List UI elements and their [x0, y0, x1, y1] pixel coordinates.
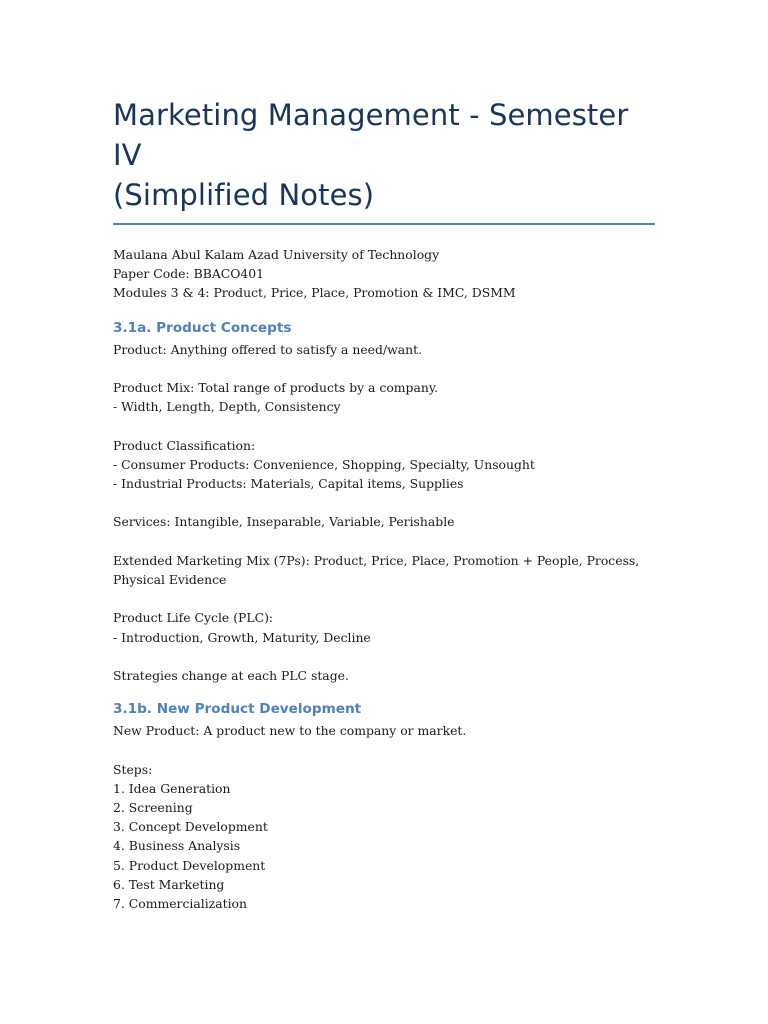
title-divider	[113, 223, 655, 225]
step-item: 2. Screening	[113, 799, 193, 815]
step-item: 7. Commercialization	[113, 895, 247, 911]
step-item: 6. Test Marketing	[113, 876, 225, 892]
product-classification: Product Classification:	[113, 437, 256, 453]
spacer	[113, 416, 658, 435]
document-meta	[113, 245, 658, 303]
spacer	[113, 532, 658, 551]
document-page	[113, 95, 658, 913]
section-heading-new-product-development: 3.1b. New Product Development	[113, 701, 362, 718]
spacer	[113, 740, 658, 759]
step-item: 1. Idea Generation	[113, 780, 231, 796]
document-title	[113, 95, 658, 215]
product-definition: Product: Anything offered to satisfy a need/want.	[113, 341, 423, 357]
spacer	[113, 359, 658, 378]
spacer	[113, 589, 658, 608]
product-mix: Product Mix: Total range of products by a company.	[113, 380, 439, 395]
step-item: 4. Business Analysis	[113, 838, 241, 854]
industrial-products: - Industrial Products: Materials, Capital items, Supplies	[113, 476, 464, 491]
section-new-product-development	[113, 721, 658, 913]
university-name: Maulana Abul Kalam Azad University of Technology	[113, 247, 440, 262]
step-item: 3. Concept Development	[113, 819, 268, 835]
consumer-products: - Consumer Products: Convenience, Shopping, Specialty, Unsought	[113, 456, 535, 472]
new-product-definition: New Product: A product new to the company or market.	[113, 723, 467, 739]
product-mix-detail: - Width, Length, Depth, Consistency	[113, 399, 341, 415]
spacer	[113, 647, 658, 666]
section-product-concepts	[113, 340, 658, 686]
modules-line: Modules 3 & 4: Product, Price, Place, Promotion & IMC, DSMM	[113, 285, 516, 301]
steps-label: Steps:	[113, 761, 153, 777]
extended-marketing-mix: Extended Marketing Mix (7Ps): Product, Price, Place, Promotion + People, Process, Physical Evidence	[113, 552, 640, 587]
section-heading-product-concepts: 3.1a. Product Concepts	[113, 319, 292, 336]
plc-label: Product Life Cycle (PLC):	[113, 610, 274, 626]
step-item: 5. Product Development	[113, 857, 266, 873]
spacer	[113, 493, 658, 512]
plc-stages: - Introduction, Growth, Maturity, Decline	[113, 629, 371, 645]
services-line: Services: Intangible, Inseparable, Variable, Perishable	[113, 514, 455, 530]
plc-strategies: Strategies change at each PLC stage.	[113, 667, 349, 683]
title-line-1: Marketing Management - Semester IV	[113, 98, 629, 172]
paper-code: Paper Code: BBACO401	[113, 266, 265, 282]
title-line-2: (Simplified Notes)	[113, 178, 375, 212]
